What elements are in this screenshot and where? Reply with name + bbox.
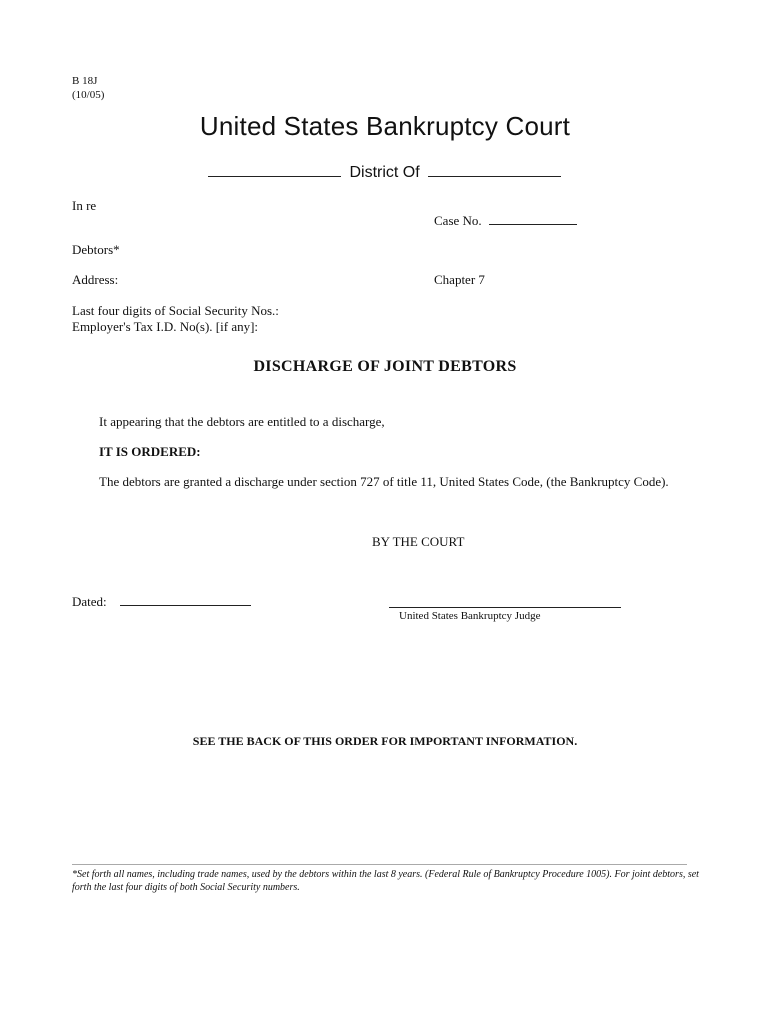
ssn-label: Last four digits of Social Security Nos.: (72, 303, 279, 318)
document-title: DISCHARGE OF JOINT DEBTORS (253, 358, 517, 375)
district-name-blank[interactable] (208, 176, 341, 177)
district-line (208, 164, 561, 182)
case-number-blank[interactable] (489, 224, 577, 225)
address-label: Address: (72, 272, 119, 287)
appearing-text: It appearing that the debtors are entitled to a discharge, (99, 414, 385, 429)
chapter-label: Chapter 7 (434, 272, 485, 287)
discharge-text: The debtors are granted a discharge under section 727 of title 11, United States Code, (the Bankruptcy Code). (99, 474, 669, 489)
form-code: B 18J (72, 75, 98, 87)
footnote-divider (72, 864, 687, 865)
tax-id-label: Employer's Tax I.D. No(s). [if any]: (72, 319, 259, 334)
case-number-label: Case No. (434, 213, 482, 228)
by-the-court: BY THE COURT (372, 534, 465, 549)
ordered-heading: IT IS ORDERED: (99, 444, 201, 459)
case-number-field (434, 213, 577, 229)
district-state-blank[interactable] (428, 176, 561, 177)
back-notice: SEE THE BACK OF THIS ORDER FOR IMPORTANT INFORMATION. (192, 734, 578, 748)
court-title: United States Bankruptcy Court (199, 111, 571, 141)
judge-title: United States Bankruptcy Judge (399, 610, 541, 622)
judge-signature-line[interactable] (389, 607, 621, 608)
form-code-block (72, 74, 104, 102)
footnote: *Set forth all names, including trade names, used by the debtors within the last 8 years. (Federal Rule of Bankruptcy Procedure 1005). For joint debtors, set forth the last four digits of both Social Security numbers. (72, 869, 699, 893)
debtors-label: Debtors* (72, 242, 120, 257)
dated-label: Dated: (72, 594, 107, 609)
form-revision: (10/05) (72, 89, 105, 101)
dated-field (72, 594, 251, 610)
dated-blank[interactable] (120, 605, 251, 606)
id-numbers-block (72, 303, 279, 335)
district-label: District Of (349, 164, 420, 181)
in-re-label: In re (72, 198, 97, 213)
